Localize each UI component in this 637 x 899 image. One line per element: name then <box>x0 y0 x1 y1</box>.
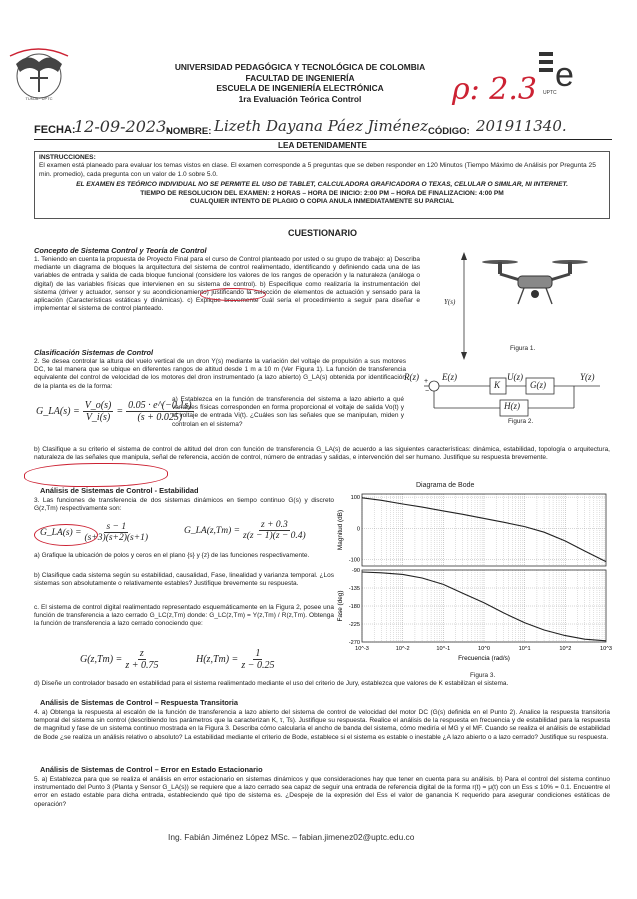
date-label: FECHA: <box>34 124 76 136</box>
footer: Ing. Fabián Jiménez López MSc. – fabian.jimenez02@uptc.edu.co <box>168 832 415 842</box>
bode-magnitude-grid <box>362 494 606 566</box>
svg-text:UPTC: UPTC <box>543 90 557 96</box>
grade-mark: ρ: 2.3 <box>452 72 537 107</box>
university-name: UNIVERSIDAD PEDAGÓGICA Y TECNOLÓGICA DE COLOMBIA <box>174 62 426 72</box>
section2-b-text: b) Clasifique a su criterio el sistema de control de altitud del dron con función de transferencia G_LA(s) de acuerdo a las siguientes características: dinámica, estabilidad, topología o arquitectura, naturaleza de las señales que manipula, señal de referencia, acción de control, número de entradas y salidas, e intervención del ser humano. Justifique su respuesta brevemente. <box>34 446 610 462</box>
annotation-circle-2 <box>24 463 168 487</box>
gz-equation: G(z,Tm) = $\frac{z}{z + 0.75}$ <box>80 648 159 671</box>
eq-lhs: G_LA(s) = <box>36 406 80 417</box>
section3-title: Análisis de Sistemas de Control - Estabilidad <box>40 486 199 495</box>
bode-y-tick-label: 100 <box>350 495 360 502</box>
g2-equation: G_LA(z,Tm) = $\frac{z + 0.3}{z(z - 1)(z - 0.4)}$ <box>184 520 306 541</box>
figure1-axis-label: Y(s) <box>444 298 456 306</box>
fig2-plus: + <box>424 378 429 385</box>
bode-x-tick-label: 10^-3 <box>355 646 369 652</box>
code-value: 201911340. <box>476 117 567 135</box>
fig2-Y: Y(z) <box>580 372 595 382</box>
section2-equation <box>36 400 194 423</box>
bode-phase-ylabel: Fase (deg) <box>337 590 344 622</box>
section1-text: 1. Teniendo en cuenta la propuesta de Proyecto Final para el curso de Control planteado por usted o su grupo de trabajo: a) Describa mediante un diagrama de bloques la arquitectura del sistema de control realimentado, identificando y definiendo cada una de las variables de entrada y salida de cada bloque funcional (considere los valores de los rangos de operación y la naturaleza (análoga o digital) de las variables físicas que intervienen en su sistema de control). b) Especifique como realizaría la instrumentación del sistema (driver y actuador, sensor y su acondicionamiento) justificando la selección de elementos de actuación y sensado para la aplicación (Características estáticas y dinámicas). c) Explique brevemente cuál sería el procedimiento a seguir para diseñar e implementar el sistema de control planteado. <box>34 256 420 313</box>
section1-title: Concepto de Sistema Control y Teoría de Control <box>34 246 207 255</box>
fig2-G: G(z) <box>530 380 546 390</box>
bode-y-tick-label: -180 <box>348 604 360 610</box>
bode-x-tick-label: 10^3 <box>600 646 612 652</box>
bode-x-tick-label: 10^1 <box>518 646 531 652</box>
section5-text: 5. a) Establezca para que se realiza el análisis en error estacionario en sistemas dinámicos y que consideraciones hay que tener en cuenta para su análisis. b) Para el control del sistema continuo instrumentado del Punto 3 (Planta y Sensor G_LA(s)) se requiere que a lazo cerrado sea capaz de seguir una entrada de referencia digital de la forma r(t) = μ(t) con un Ess ≤ 10% = 0.1. Encuentre el error en estado estable para dicha entrada, estableciendo qué tipo de sistema es. ¿Despeje de la expresión del Ess el valor de ganancia K requerido para asegurar condiciones estáticas de operación? <box>34 776 610 808</box>
bode-x-tick-label: 10^-1 <box>436 646 451 652</box>
name-value: Lizeth Dayana Páez Jiménez <box>214 117 429 135</box>
fig2-minus: − <box>425 388 430 395</box>
bode-title: Diagrama de Bode <box>416 482 475 489</box>
bode-y-tick-label: -100 <box>348 557 360 564</box>
section2-side-text: a) Establezca en la función de transferencia del sistema a lazo abierto a qué variables físicas corresponden en forma proporcional el voltaje de salida Vo(t) y el voltaje de entrada Vi(t). ¿Cuáles son las señales que se manipulan, miden y controlan en el sistema? <box>172 396 404 428</box>
instructions-line1: El examen está planeado para evaluar los temas vistos en clase. El examen corresponde a 5 preguntas que se deben responder en 120 Minutos (Tiempo Máximo de Análisis por Pregunta 25 min. promedio), cada pregunta con un valor de 1.0 sobre 5.0. <box>39 162 596 178</box>
school-name: ESCUELA DE INGENIERÍA ELECTRÓNICA <box>216 83 384 93</box>
hz-equation: H(z,Tm) = $\frac{1}{z - 0.25}$ <box>196 648 275 671</box>
header-rule <box>34 139 612 140</box>
section4-text: 4. a) Obtenga la respuesta al escalón de la función de transferencia a lazo abierto del sistema de control de velocidad del motor DC (G(s) definida en el Punto 2). Analice la respuesta transitoria temporal del sistema sin control (describiendo los parámetros que la caracterizan K, τ, Ts). Justifique su respuesta. Realice el análisis de la respuesta en frecuencia y de estabilidad para la respuesta de magnitud y fase de un sistema continuo mostrada en la Figura 3. Describa cómo calcularía el ancho de banda del sistema, cómo mediría el MG y el MF. Cuando se realiza el análisis de estabilidad de Bode ¿se realiza un análisis relativo o absoluto? La estabilidad mediante el criterio de Bode, establece si el sistema es estable o inestable ¿A lazo abierto o a lazo cerrado? Justifique su respuesta. <box>34 709 610 741</box>
instructions-box <box>34 151 610 219</box>
fig2-U: U(z) <box>507 372 523 382</box>
section3-d: d) Diseñe un controlador basado en estabilidad para el sistema realimentado mediante el uso del criterio de Jury, establezca que valores de K estabilizan el sistema. <box>34 680 509 687</box>
section4-title: Análisis de Sistemas de Control – Respuesta Transitoria <box>40 698 238 707</box>
fig2-E: E(z) <box>442 372 457 382</box>
bode-xlabel: Frecuencia (rad/s) <box>458 655 510 662</box>
eq-transfer: $\frac{0.05 \cdot e\^{}(-0.1s)}{(s + 0.025)}$ <box>128 400 192 423</box>
instructions-line4: CUALQUIER INTENTO DE PLAGIO O COPIA ANULA INMEDIATAMENTE SU PARCIAL <box>190 198 454 206</box>
bode-mag-ylabel: Magnitud (dB) <box>337 509 344 551</box>
figure1-caption: Figura 1. <box>510 345 536 352</box>
section2-text: 2. Se desea controlar la altura del vuelo vertical de un dron Y(s) mediante la variación del voltaje de propulsión a sus motores DC, te tal manera que se ubique en diferentes rangos de altitud desde 1 m a 10 m (Ver Figura 1). La función de transferencia equivalente del control de velocidad de los motores del dron instrumentado (a lazo abierto) G_LA(s) obtenida por identificación de la planta es de la forma: <box>34 358 406 390</box>
bode-y-tick-label: -135 <box>348 586 360 592</box>
bode-chart <box>336 490 612 670</box>
instructions-title: INSTRUCCIONES: <box>39 154 96 161</box>
section3-text: 3. Las funciones de transferencia de dos sistemas dinámicos en tiempo continuo G(s) y discreto G(z,Tm) respectivamente son: <box>34 497 334 513</box>
figure3-caption: Figura 3. <box>470 672 496 679</box>
fig2-H: H(z) <box>504 401 520 411</box>
instructions-line3: TIEMPO DE RESOLUCION DEL EXAMEN: 2 HORAS – HORA DE INICIO: 2:00 PM – HORA DE FINALIZACION: 4:00 PM <box>140 189 504 197</box>
svg-text:e: e <box>555 56 574 94</box>
fig2-R: R(z) <box>404 372 419 382</box>
bode-y-tick-label: -225 <box>348 622 360 628</box>
bode-x-tick-label: 10^2 <box>559 646 572 652</box>
annotation-circle-3 <box>34 524 98 546</box>
cuestionario-heading: CUESTIONARIO <box>288 228 358 238</box>
date-value: 12-09-2023. <box>74 117 172 136</box>
exam-title: 1ra Evaluación Teórica Control <box>238 93 362 104</box>
eq-ratio: $\frac{V\_o(s)}{V\_i(s)}$ <box>84 400 112 423</box>
annotation-circle <box>200 288 266 301</box>
eq-sign: = <box>116 406 124 417</box>
section5-title: Análisis de Sistemas de Control – Error en Estado Estacionario <box>40 765 263 774</box>
figure2-caption: Figura 2. <box>508 418 534 425</box>
section3-a: a) Grafique la ubicación de polos y ceros en el plano {s} y {z} de las funciones respectivamente. <box>34 552 310 559</box>
bode-phase-grid <box>362 570 606 642</box>
section3-c: c. El sistema de control digital realimentado representado esquemáticamente en la Figura 2, posee una función de transferencia a lazo cerrado G_LC(z,Tm) donde: G_LC(z,Tm) = Y(z,Tm) / R(z,Tm). Obtenga la función de transferencia a lazo cerrado conociendo que: <box>34 604 334 628</box>
svg-text:TUNJA · UPTC: TUNJA · UPTC <box>25 96 53 101</box>
instructions-line2: EL EXAMEN ES TEÓRICO INDIVIDUAL NO SE PERMITE EL USO DE TABLET, CALCULADORA GRAFICADORA O TEXAS, CELULAR O SIMILAR, NI INTERNET. <box>76 181 568 189</box>
name-label: NOMBRE: <box>166 126 212 137</box>
fig2-K: K <box>494 380 501 390</box>
g1-equation: G_LA(s) = $\frac{s - 1}{(s+3)(s+2)(s+1)}$ <box>40 522 149 543</box>
bode-y-tick-label: -90 <box>351 568 360 574</box>
uptc-logo <box>535 46 605 102</box>
section3-b: b) Clasifique cada sistema según su estabilidad, causalidad, Fase, linealidad y varianza temporal. ¿Los sistemas son absolutamente o relativamente estables? Justifique brevemente su respuesta. <box>34 572 334 588</box>
bode-x-tick-label: 10^0 <box>478 646 490 652</box>
faculty-name: FACULTAD DE INGENIERÍA <box>245 72 355 83</box>
section2-title: Clasificación Sistemas de Control <box>34 348 154 357</box>
bode-x-tick-label: 10^-2 <box>395 646 410 652</box>
bode-y-tick-label: -270 <box>348 640 360 646</box>
university-logo <box>8 42 70 104</box>
header-block <box>170 62 430 104</box>
banner: LEA DETENIDAMENTE <box>278 141 367 150</box>
code-label: CÓDIGO: <box>428 126 470 137</box>
bode-y-tick-label: 0 <box>356 526 360 533</box>
